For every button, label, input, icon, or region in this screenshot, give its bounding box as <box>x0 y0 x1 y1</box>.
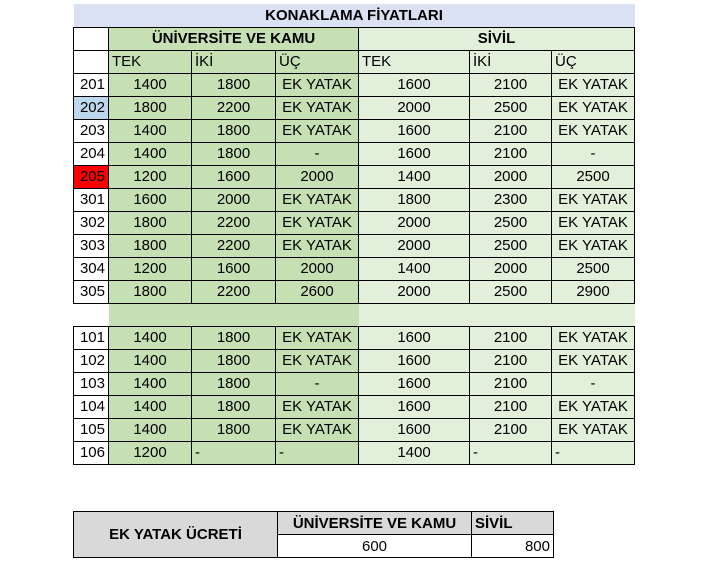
university-triple-price: EK YATAK <box>276 73 359 96</box>
room-row <box>74 257 635 280</box>
university-triple-price: EK YATAK <box>276 96 359 119</box>
civil-triple-price: EK YATAK <box>552 395 635 418</box>
university-triple-price: EK YATAK <box>276 395 359 418</box>
civil-double-price: 2100 <box>470 326 552 349</box>
civil-triple-price: 2900 <box>552 280 635 303</box>
university-single-price: 1400 <box>109 142 192 165</box>
university-triple-price: EK YATAK <box>276 349 359 372</box>
university-double-price: 1800 <box>192 349 276 372</box>
civil-single-price: 1600 <box>359 372 470 395</box>
civil-double-price: 2100 <box>470 119 552 142</box>
university-single-price: 1400 <box>109 372 192 395</box>
civil-triple-price: EK YATAK <box>552 119 635 142</box>
university-single-price: 1200 <box>109 257 192 280</box>
room-row <box>74 165 635 188</box>
room-number: 106 <box>74 441 109 464</box>
university-single-price: 1400 <box>109 395 192 418</box>
university-double-price: 2200 <box>192 280 276 303</box>
university-triple-price: - <box>276 372 359 395</box>
subheader-civil-single: TEK <box>359 50 470 73</box>
civil-triple-price: EK YATAK <box>552 211 635 234</box>
subheader-row <box>74 50 635 73</box>
room-number: 203 <box>74 119 109 142</box>
room-row <box>74 418 635 441</box>
university-single-price: 1800 <box>109 96 192 119</box>
civil-single-price: 1600 <box>359 349 470 372</box>
university-double-price: 2200 <box>192 211 276 234</box>
civil-single-price: 1600 <box>359 73 470 96</box>
university-double-price: 1800 <box>192 395 276 418</box>
title-row <box>74 4 635 27</box>
room-number: 303 <box>74 234 109 257</box>
university-double-price: 1800 <box>192 372 276 395</box>
civil-single-price: 1600 <box>359 395 470 418</box>
civil-single-price: 1600 <box>359 142 470 165</box>
university-single-price: 1200 <box>109 165 192 188</box>
civil-double-price: 2500 <box>470 211 552 234</box>
university-double-price: 1800 <box>192 142 276 165</box>
university-double-price: 1800 <box>192 73 276 96</box>
civil-triple-price: EK YATAK <box>552 73 635 96</box>
room-row <box>74 119 635 142</box>
room-row <box>74 96 635 119</box>
civil-single-price: 1400 <box>359 441 470 464</box>
university-single-price: 1200 <box>109 441 192 464</box>
gap-civil-band <box>359 303 635 326</box>
table-title: KONAKLAMA FİYATLARI <box>74 4 635 27</box>
university-double-price: 1800 <box>192 119 276 142</box>
extra-bed-header-row <box>74 512 554 535</box>
university-double-price: 2000 <box>192 188 276 211</box>
extra-bed-civil-label: SİVİL <box>472 512 554 535</box>
university-double-price: 1600 <box>192 165 276 188</box>
university-double-price: 2200 <box>192 234 276 257</box>
civil-triple-price: 2500 <box>552 165 635 188</box>
room-number: 104 <box>74 395 109 418</box>
room-number: 105 <box>74 418 109 441</box>
room-row <box>74 372 635 395</box>
university-triple-price: EK YATAK <box>276 418 359 441</box>
civil-triple-price: EK YATAK <box>552 188 635 211</box>
group-civil-header: SİVİL <box>359 27 635 50</box>
civil-double-price: 2500 <box>470 96 552 119</box>
room-row <box>74 349 635 372</box>
university-single-price: 1400 <box>109 119 192 142</box>
university-single-price: 1600 <box>109 188 192 211</box>
civil-single-price: 1800 <box>359 188 470 211</box>
room-number: 305 <box>74 280 109 303</box>
group-header-row <box>74 27 635 50</box>
civil-single-price: 2000 <box>359 211 470 234</box>
university-triple-price: EK YATAK <box>276 234 359 257</box>
room-number: 102 <box>74 349 109 372</box>
room-row <box>74 280 635 303</box>
civil-single-price: 1400 <box>359 257 470 280</box>
university-triple-price: 2000 <box>276 165 359 188</box>
civil-triple-price: - <box>552 372 635 395</box>
extra-bed-civil-value: 800 <box>472 535 554 558</box>
room-number: 304 <box>74 257 109 280</box>
room-number: 301 <box>74 188 109 211</box>
university-triple-price: - <box>276 142 359 165</box>
civil-single-price: 1600 <box>359 119 470 142</box>
civil-triple-price: EK YATAK <box>552 326 635 349</box>
room-number: 205 <box>74 165 109 188</box>
civil-triple-price: - <box>552 441 635 464</box>
civil-double-price: 2000 <box>470 165 552 188</box>
university-triple-price: EK YATAK <box>276 119 359 142</box>
room-row <box>74 142 635 165</box>
university-triple-price: 2600 <box>276 280 359 303</box>
subheader-university-single: TEK <box>109 50 192 73</box>
civil-double-price: 2100 <box>470 142 552 165</box>
civil-triple-price: EK YATAK <box>552 418 635 441</box>
civil-single-price: 1600 <box>359 418 470 441</box>
civil-double-price: 2000 <box>470 257 552 280</box>
civil-triple-price: - <box>552 142 635 165</box>
university-single-price: 1400 <box>109 326 192 349</box>
civil-double-price: 2100 <box>470 349 552 372</box>
room-row <box>74 234 635 257</box>
extra-bed-university-label: ÜNİVERSİTE VE KAMU <box>278 512 472 535</box>
civil-double-price: - <box>470 441 552 464</box>
university-triple-price: EK YATAK <box>276 326 359 349</box>
civil-double-price: 2100 <box>470 73 552 96</box>
civil-double-price: 2300 <box>470 188 552 211</box>
university-triple-price: EK YATAK <box>276 188 359 211</box>
extra-bed-university-value: 600 <box>278 535 472 558</box>
university-double-price: 1600 <box>192 257 276 280</box>
university-triple-price: 2000 <box>276 257 359 280</box>
corner-cell <box>74 50 109 73</box>
civil-triple-price: EK YATAK <box>552 96 635 119</box>
civil-double-price: 2100 <box>470 418 552 441</box>
room-row <box>74 73 635 96</box>
gap-university-band <box>109 303 359 326</box>
pricing-table-body <box>74 4 635 464</box>
university-triple-price: EK YATAK <box>276 211 359 234</box>
university-single-price: 1800 <box>109 211 192 234</box>
civil-single-price: 1600 <box>359 326 470 349</box>
subheader-university-double: İKİ <box>192 50 276 73</box>
university-triple-price: - <box>276 441 359 464</box>
civil-double-price: 2500 <box>470 280 552 303</box>
civil-single-price: 2000 <box>359 234 470 257</box>
pricing-table <box>73 4 635 465</box>
room-number: 302 <box>74 211 109 234</box>
civil-single-price: 2000 <box>359 96 470 119</box>
university-single-price: 1400 <box>109 349 192 372</box>
subheader-university-triple: ÜÇ <box>276 50 359 73</box>
corner-cell <box>74 27 109 50</box>
civil-triple-price: 2500 <box>552 257 635 280</box>
room-row <box>74 211 635 234</box>
room-row <box>74 326 635 349</box>
room-row <box>74 188 635 211</box>
university-double-price: 1800 <box>192 418 276 441</box>
room-row <box>74 441 635 464</box>
room-row <box>74 395 635 418</box>
university-single-price: 1400 <box>109 418 192 441</box>
room-number: 204 <box>74 142 109 165</box>
university-single-price: 1400 <box>109 73 192 96</box>
civil-double-price: 2500 <box>470 234 552 257</box>
gap-cell <box>74 303 109 326</box>
civil-single-price: 2000 <box>359 280 470 303</box>
room-number: 103 <box>74 372 109 395</box>
subheader-civil-triple: ÜÇ <box>552 50 635 73</box>
university-double-price: 2200 <box>192 96 276 119</box>
university-single-price: 1800 <box>109 280 192 303</box>
room-number: 101 <box>74 326 109 349</box>
group-university-header: ÜNİVERSİTE VE KAMU <box>109 27 359 50</box>
room-number: 202 <box>74 96 109 119</box>
room-number: 201 <box>74 73 109 96</box>
extra-bed-fee-table <box>73 511 554 558</box>
extra-bed-fee-label: EK YATAK ÜCRETİ <box>74 512 278 558</box>
civil-single-price: 1400 <box>359 165 470 188</box>
civil-triple-price: EK YATAK <box>552 234 635 257</box>
university-single-price: 1800 <box>109 234 192 257</box>
university-double-price: 1800 <box>192 326 276 349</box>
subheader-civil-double: İKİ <box>470 50 552 73</box>
university-double-price: - <box>192 441 276 464</box>
section-gap-row <box>74 303 635 326</box>
civil-triple-price: EK YATAK <box>552 349 635 372</box>
civil-double-price: 2100 <box>470 395 552 418</box>
civil-double-price: 2100 <box>470 372 552 395</box>
